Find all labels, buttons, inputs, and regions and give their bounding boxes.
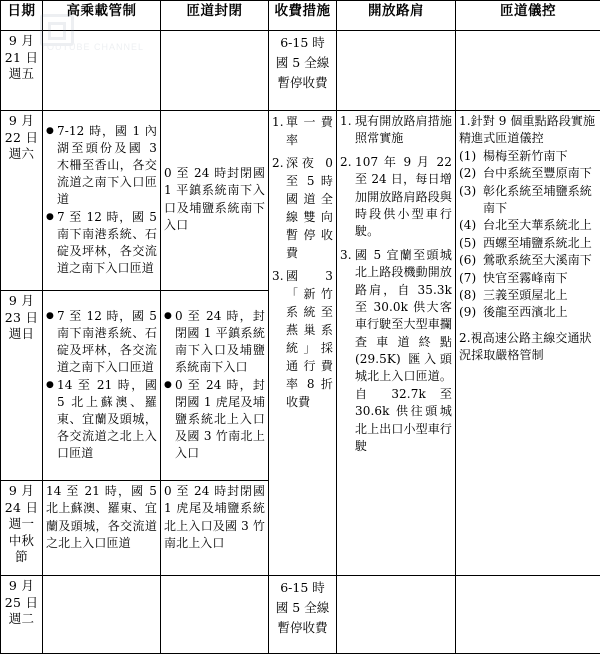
hov-cell-0924	[43, 481, 161, 576]
date-line: 9 月	[4, 293, 39, 310]
list-text: 台北至大華系統北上	[483, 218, 592, 232]
list-text: 彰化系統至埔鹽系統南下	[483, 184, 592, 215]
list-item	[459, 270, 597, 287]
ramp-closure-cell-0921-empty	[161, 31, 269, 111]
date-line: 21 日	[4, 50, 39, 67]
list-number: 3.	[272, 267, 287, 285]
list-item	[459, 252, 597, 269]
list-number: 1.	[272, 113, 287, 131]
list-item: ● 14 至 21 時，國 5 北上蘇澳、羅東、宜蘭及頭城，各交流道之北上入口匝道	[46, 377, 157, 462]
header-row	[1, 1, 600, 31]
hov-cell-0923	[43, 291, 161, 481]
shoulder-cell-0921-empty	[337, 31, 456, 111]
ramp-closure-cell-0923	[161, 291, 269, 481]
list-item: ● 7-12 時，國 1 內湖至頭份及國 3 木柵至香山，各交流道之南下入口匝道	[46, 123, 157, 208]
column-header-hov-control: 高乘載管制	[43, 1, 161, 31]
date-cell-0921	[1, 31, 43, 111]
list-text: 107 年 9 月 22 至 24 日，每日增加開放路肩路段與時段供小型車行駛。	[355, 155, 452, 239]
date-line: 22 日	[4, 130, 39, 147]
toll-line: 暫停收費	[272, 73, 333, 93]
column-header-open-shoulder: 開放路肩	[337, 1, 456, 31]
date-line: 週五	[4, 66, 39, 83]
list-number: 2.	[340, 154, 355, 171]
toll-list	[272, 113, 333, 411]
toll-cell-0922-0924	[269, 111, 337, 576]
list-text: 台中系統至豐原南下	[483, 166, 592, 180]
list-item	[459, 165, 597, 182]
list-text: 國 3「新竹系統至燕巢系統」採通行費率 8 折收費	[286, 269, 333, 409]
list-text: 楊梅至新竹南下	[483, 149, 568, 163]
list-number: 3.	[340, 247, 355, 264]
date-line: 9 月	[4, 113, 39, 130]
list-item	[340, 154, 452, 241]
list-text: 鶯歌系統至大溪南下	[483, 253, 592, 267]
shoulder-cell-0922-0924	[337, 111, 456, 576]
list-text: 西螺至埔鹽系統北上	[483, 236, 592, 250]
hov-list-0923	[46, 308, 157, 462]
hov-cell-0921-empty	[43, 31, 161, 111]
hov-cell-0925-empty	[43, 576, 161, 654]
date-line: 9 月	[4, 578, 39, 595]
date-line: 週六	[4, 146, 39, 163]
metering-cell-0925-empty	[456, 576, 600, 654]
toll-line: 6-15 時	[272, 578, 333, 598]
list-item: ● 7 至 12 時，國 5 南下南港系統、石碇及坪林，各交流道之南下入口匝道	[46, 308, 157, 376]
list-item: ● 0 至 24 時，封閉國 1 虎尾及埔鹽系統北上入口及國 3 竹南北上入口	[164, 377, 265, 462]
list-item	[459, 304, 597, 321]
table-row	[1, 576, 600, 654]
date-cell-0924	[1, 481, 43, 576]
list-text: 後龍至西濱北上	[483, 305, 568, 319]
list-item: ● 0 至 24 時，封閉國 1 平鎮系統南下入口及埔鹽系統南下入口	[164, 308, 265, 376]
hov-text: 14 至 21 時，國 5 北上蘇澳、羅東、宜蘭及頭城，各交流道之北上入口匝道	[46, 483, 157, 553]
list-item	[459, 287, 597, 304]
ramp-closure-text: 0 至 24 時封閉國 1 虎尾及埔鹽系統北上入口及國 3 竹南北上入口	[164, 483, 265, 553]
list-text: 三義至頭屋北上	[483, 288, 568, 302]
date-line: 9 月	[4, 33, 39, 50]
shoulder-cell-0925-empty	[337, 576, 456, 654]
metering-sublist	[459, 148, 597, 322]
list-number: (6)	[459, 252, 483, 269]
list-item	[272, 113, 333, 149]
list-number: 2.	[272, 154, 287, 172]
list-item	[272, 267, 333, 411]
table-header	[1, 1, 600, 31]
list-item	[459, 235, 597, 252]
date-cell-0925	[1, 576, 43, 654]
date-line: 9 月	[4, 483, 39, 500]
metering-cell-0921-empty	[456, 31, 600, 111]
date-line: 24 日	[4, 500, 39, 517]
date-cell-0922	[1, 111, 43, 291]
hov-cell-0922	[43, 111, 161, 291]
date-line: 節	[4, 549, 39, 566]
column-header-date: 日期	[1, 1, 43, 31]
list-item	[459, 217, 597, 234]
watermark-text: YOUTUBE CHANNEL	[40, 42, 144, 52]
table-row	[1, 111, 600, 291]
date-cell-0923	[1, 291, 43, 481]
list-item	[272, 154, 333, 262]
metering-cell-0922-0924	[456, 111, 600, 576]
list-number: (3)	[459, 183, 483, 200]
table-row	[1, 31, 600, 111]
list-item	[459, 183, 597, 218]
column-header-ramp-closure: 匝道封閉	[161, 1, 269, 31]
column-header-toll-measure: 收費措施	[269, 1, 337, 31]
toll-line: 6-15 時	[272, 33, 333, 53]
list-number: (1)	[459, 148, 483, 165]
list-number: (9)	[459, 304, 483, 321]
toll-line: 國 5 全線	[272, 53, 333, 73]
list-item	[459, 148, 597, 165]
metering-note: 2.視高速公路主線交通狀況採取嚴格管制	[459, 330, 597, 365]
table-body	[1, 31, 600, 654]
toll-cell-0925	[269, 576, 337, 654]
ramp-closure-cell-0924	[161, 481, 269, 576]
list-item: ● 7 至 12 時，國 5 南下南港系統、石碇及坪林，各交流道之南下入口匝道	[46, 209, 157, 277]
column-header-ramp-metering: 匝道儀控	[456, 1, 600, 31]
list-text: 深夜 0 至 5 時國道全線雙向暫停收費	[286, 156, 333, 260]
date-line: 25 日	[4, 595, 39, 612]
date-line: 週日	[4, 326, 39, 343]
list-item	[340, 247, 452, 456]
hov-list-0922	[46, 123, 157, 277]
list-number: (2)	[459, 165, 483, 182]
toll-cell-0921	[269, 31, 337, 111]
list-item	[340, 113, 452, 148]
ramp-closure-list-0923	[164, 308, 265, 462]
list-number: (8)	[459, 287, 483, 304]
list-text: 國 5 宜蘭至頭城北上路段機動開放路肩，自 35.3k 至 30.0k 供大客車行駛至大型車攔查車道終點(29.5K) 匯入頭城北上入口匝道。自 32.7k 至 30.6k 供往頭城北上出口小型車行駛	[355, 248, 452, 453]
list-number: (7)	[459, 270, 483, 287]
date-line: 23 日	[4, 310, 39, 327]
ramp-closure-cell-0925-empty	[161, 576, 269, 654]
list-number: (4)	[459, 217, 483, 234]
date-line: 中秋	[4, 533, 39, 550]
date-line: 週二	[4, 611, 39, 628]
toll-line: 暫停收費	[272, 618, 333, 638]
toll-line: 國 5 全線	[272, 598, 333, 618]
list-number: 1.	[340, 113, 355, 130]
ramp-closure-cell-0922	[161, 111, 269, 291]
metering-heading: 1.針對 9 個重點路段實施精進式匝道儀控	[459, 113, 597, 148]
shoulder-list	[340, 113, 452, 455]
date-line: 週一	[4, 516, 39, 533]
list-text: 快官至霧峰南下	[483, 271, 568, 285]
list-text: 現有開放路肩措施照常實施	[355, 114, 452, 145]
ramp-closure-text: 0 至 24 時封閉國 1 平鎮系統南下入口及埔鹽系統南下入口	[164, 165, 265, 235]
list-text: 單一費率	[286, 115, 333, 147]
list-number: (5)	[459, 235, 483, 252]
